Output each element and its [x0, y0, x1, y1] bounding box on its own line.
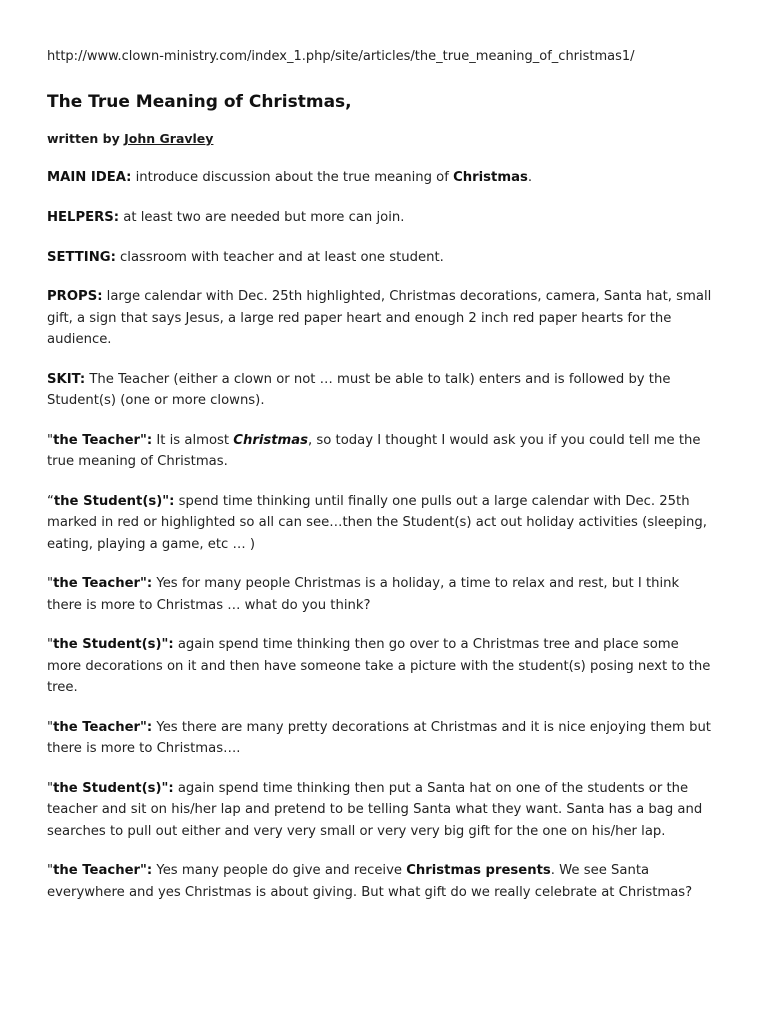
skit-label: SKIT:	[47, 371, 86, 387]
setting-label: SETTING:	[47, 249, 116, 265]
quote-close: ":	[161, 780, 174, 796]
dialogue-teacher-4	[47, 860, 715, 903]
quote-open: "	[47, 719, 54, 735]
byline	[47, 130, 715, 148]
line-text: again spend time thinking then go over to a Christmas tree and place some more decorations on it and then have someone take a picture with the student(s) posing next to the tree.	[47, 637, 711, 696]
line-text: again spend time thinking then put a Santa hat on one of the students or the teacher and sit on his/her lap and pretend to be telling Santa what they want. Santa has a bag and searches to pull out either and very very small or very very big gift for the one on his/her lap.	[47, 780, 703, 839]
byline-prefix: written by	[47, 131, 125, 146]
quote-close: ":	[140, 432, 153, 448]
props-label: PROPS:	[47, 289, 103, 305]
quote-close: ":	[161, 637, 174, 653]
quote-open: "	[47, 432, 54, 448]
line-text: Yes for many people Christmas is a holiday, a time to relax and rest, but I think there is more to Christmas … what do you think?	[47, 576, 680, 613]
document-title: The True Meaning of Christmas,	[47, 92, 352, 112]
quote-close: ":	[140, 863, 153, 879]
line-pre: Yes many people do give and receive	[152, 863, 407, 879]
author-link[interactable]: John Gravley	[124, 131, 214, 146]
quote-open: "	[47, 576, 54, 592]
quote-open: "	[47, 637, 54, 653]
quote-open: “	[47, 493, 54, 509]
main-idea	[47, 167, 715, 188]
quote-close: ":	[140, 576, 153, 592]
speaker: the Teacher	[53, 432, 141, 448]
main-idea-text: introduce discussion about the true meaning of	[131, 170, 454, 185]
quote-open: "	[47, 780, 54, 796]
dialogue-student-2	[47, 634, 715, 698]
main-idea-end: .	[527, 170, 533, 185]
helpers-text: at least two are needed but more can join.	[119, 209, 405, 225]
dialogue-student-3	[47, 778, 715, 842]
main-idea-bold: Christmas	[453, 170, 528, 185]
main-idea-label: MAIN IDEA:	[47, 170, 132, 185]
speaker: the Student(s)	[53, 493, 163, 509]
dialogue-student-1	[47, 491, 715, 555]
line-text: Yes there are many pretty decorations at Christmas and it is nice enjoying them but there is more to Christmas….	[47, 719, 711, 757]
dialogue-teacher-1	[47, 430, 715, 473]
props	[47, 286, 715, 350]
document-page	[47, 48, 715, 903]
quote-open: "	[47, 863, 54, 879]
line-emphasis: Christmas	[233, 432, 309, 448]
line-pre: It is almost	[152, 432, 234, 448]
source-url: http://www.clown-ministry.com/index_1.php/site/articles/the_true_meaning_of_christmas1/	[47, 49, 635, 64]
speaker: the Student(s)	[53, 780, 162, 796]
dialogue-teacher-3	[47, 717, 715, 760]
quote-close: ":	[140, 719, 153, 735]
speaker: the Teacher	[53, 863, 141, 879]
helpers-label: HELPERS:	[47, 209, 120, 225]
setting-text: classroom with teacher and at least one student.	[115, 249, 444, 265]
speaker: the Student(s)	[53, 637, 162, 653]
speaker: the Teacher	[53, 576, 141, 592]
line-text: . We see Santa everywhere and yes Christmas is about giving. But what gift do we really celebrate at Christmas?	[47, 863, 693, 900]
skit-text: The Teacher (either a clown or not … must be able to talk) enters and is followed by the Student(s) (one or more clowns).	[47, 371, 671, 409]
props-text: large calendar with Dec. 25th highlighted, Christmas decorations, camera, Santa hat, small gift, a sign that says Jesus, a large red paper heart and enough 2 inch red paper hearts for the audience.	[47, 289, 712, 347]
setting	[47, 247, 715, 268]
line-text: spend time thinking until finally one pulls out a large calendar with Dec. 25th marked in red or highlighted so all can see…then the Student(s) act out holiday activities (sleeping, eating, playing a game, etc … )	[47, 493, 707, 552]
line-text: , so today I thought I would ask you if you could tell me the true meaning of Christmas.	[47, 432, 701, 470]
line-bold: Christmas presents	[406, 863, 551, 879]
helpers	[47, 207, 715, 228]
dialogue-teacher-2	[47, 573, 715, 616]
skit	[47, 369, 715, 412]
quote-close: ":	[162, 493, 175, 509]
speaker: the Teacher	[53, 719, 141, 735]
